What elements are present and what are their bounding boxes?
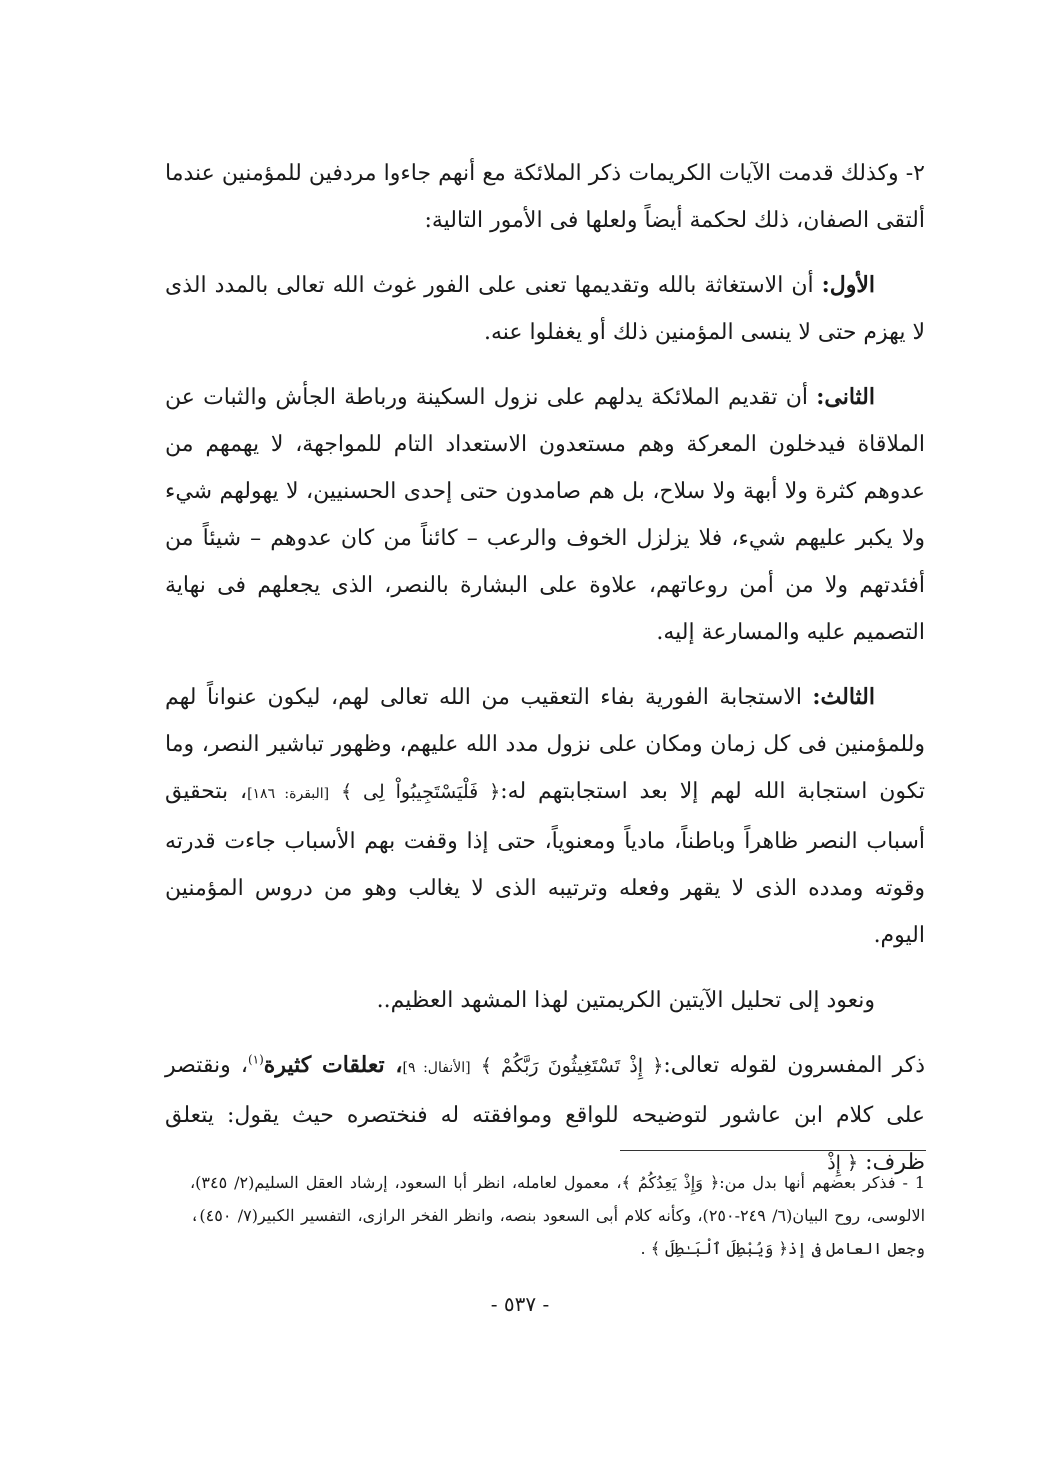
footnote-text: 1 - فذكر بعضهم أنها بدل من: — [719, 1173, 926, 1192]
footnote-section — [190, 1166, 925, 1265]
quran-verse: ﴿ إِذْ — [827, 1152, 859, 1174]
page-number: - ٥٣٧ - — [490, 1292, 550, 1316]
verse-reference: [البقرة: ١٨٦] — [247, 786, 330, 802]
quran-verse: ﴿ فَلْيَسْتَجِيبُواْ لِى ﴾ — [341, 781, 501, 803]
paragraph-second-point — [165, 150, 925, 244]
footnote-text: ، معمول لعامله، انظر أبا السعود، إرشاد العقل السليم(٢/ ٣٤٥)، الالوسى، روح البيان(٦/ ٢٤٩-٢٥٠)، وكأنه كلام أبى السعود بنصه، وانظر الفخر الرازى، التفسير الكبير(٧/ ٤٥٠)، وجعل العامل فى إذ — [190, 1173, 926, 1258]
paragraph-second-reason — [165, 374, 925, 656]
paragraph-text: ، بتحقيق أسباب النصر ظاهراً وباطناً، مادياً ومعنوياً، حتى إذا وقفت بهم الأسباب جاءت قدرته وقوته ومدده الذى لا يقهر وفعله وترتيبه الذى لا يغالب وهو من دروس المؤمنين اليوم. — [165, 779, 925, 948]
paragraph-third-reason — [165, 674, 925, 959]
quran-verse: ﴿ إِذْ تَسْتَغِيثُونَ رَبَّكُمْ ﴾ — [480, 1055, 664, 1077]
paragraph-lead: الثالث: — [812, 684, 875, 710]
paragraph-first-reason — [165, 262, 925, 356]
footnote-marker[interactable]: (١) — [247, 1052, 264, 1067]
paragraph-text: ، ونقتصر على كلام ابن عاشور لتوضيحه للواقع وموافقته له فنختصره حيث يقول: يتعلق ظرف: — [165, 1053, 925, 1175]
paragraph-text: ذكر المفسرون لقوله تعالى: — [663, 1053, 925, 1078]
quran-verse: ﴿ وَيُبْطِلَ ٱلْبَـٰطِلَ ﴾ — [650, 1239, 788, 1258]
verse-reference: [الأنفال: ٩] — [402, 1060, 471, 1076]
paragraph-text: ٢- وكذلك قدمت الآيات الكريمات ذكر الملائكة مع أنهم جاءوا مردفين للمؤمنين عندما ألتقى الصفان، ذلك لحكمة أيضاً ولعلها فى الأمور التالية: — [165, 161, 925, 233]
footnote-divider — [620, 1150, 926, 1151]
quran-verse: ﴿ وَإِذْ يَعِدُكُمُ ﴾ — [621, 1173, 720, 1192]
paragraph-text: ونعود إلى تحليل الآيتين الكريمتين لهذا المشهد العظيم.. — [376, 988, 875, 1013]
paragraph-lead: الأول: — [821, 272, 875, 298]
main-text — [165, 150, 925, 1205]
paragraph-lead: الثانى: — [816, 384, 875, 410]
paragraph-text: الاستجابة الفورية بفاء التعقيب من الله تعالى لهم، ليكون عنواناً لهم وللمؤمنين فى كل زمان ومكان على نزول مدد الله عليهم، وظهور تباشير النصر، وما تكون استجابة الله لهم إلا بعد استجابتهم له: — [165, 685, 926, 804]
footnote-text: . — [640, 1239, 651, 1258]
bold-phrase: ، تعلقات كثيرة — [263, 1052, 403, 1078]
paragraph-text: أن الاستغاثة بالله وتقديمها تعنى على الفور غوث الله تعالى بالمدد الذى لا يهزم حتى لا ينسى المؤمنين ذلك أو يغفلوا عنه. — [165, 273, 925, 345]
paragraph-text: أن تقديم الملائكة يدلهم على نزول السكينة ورباطة الجأش والثبات عن الملاقاة فيدخلون المعركة وهم مستعدون الاستعداد التام للمواجهة، لا يهمهم من عدوهم كثرة ولا أبهة ولا سلاح، بل هم صامدون حتى إحدى الحسنيين، لا يهولهم شيء ولا يكبر عليهم شيء، فلا يزلزل الخوف والرعب – كائناً من كان عدوهم – شيئاً من أفئدتهم ولا من أمن روعاتهم، علاوة على البشارة بالنصر، الذى يجعلهم فى نهاية التصميم عليه والمسارعة إليه. — [165, 385, 925, 645]
paragraph-return — [165, 977, 925, 1024]
